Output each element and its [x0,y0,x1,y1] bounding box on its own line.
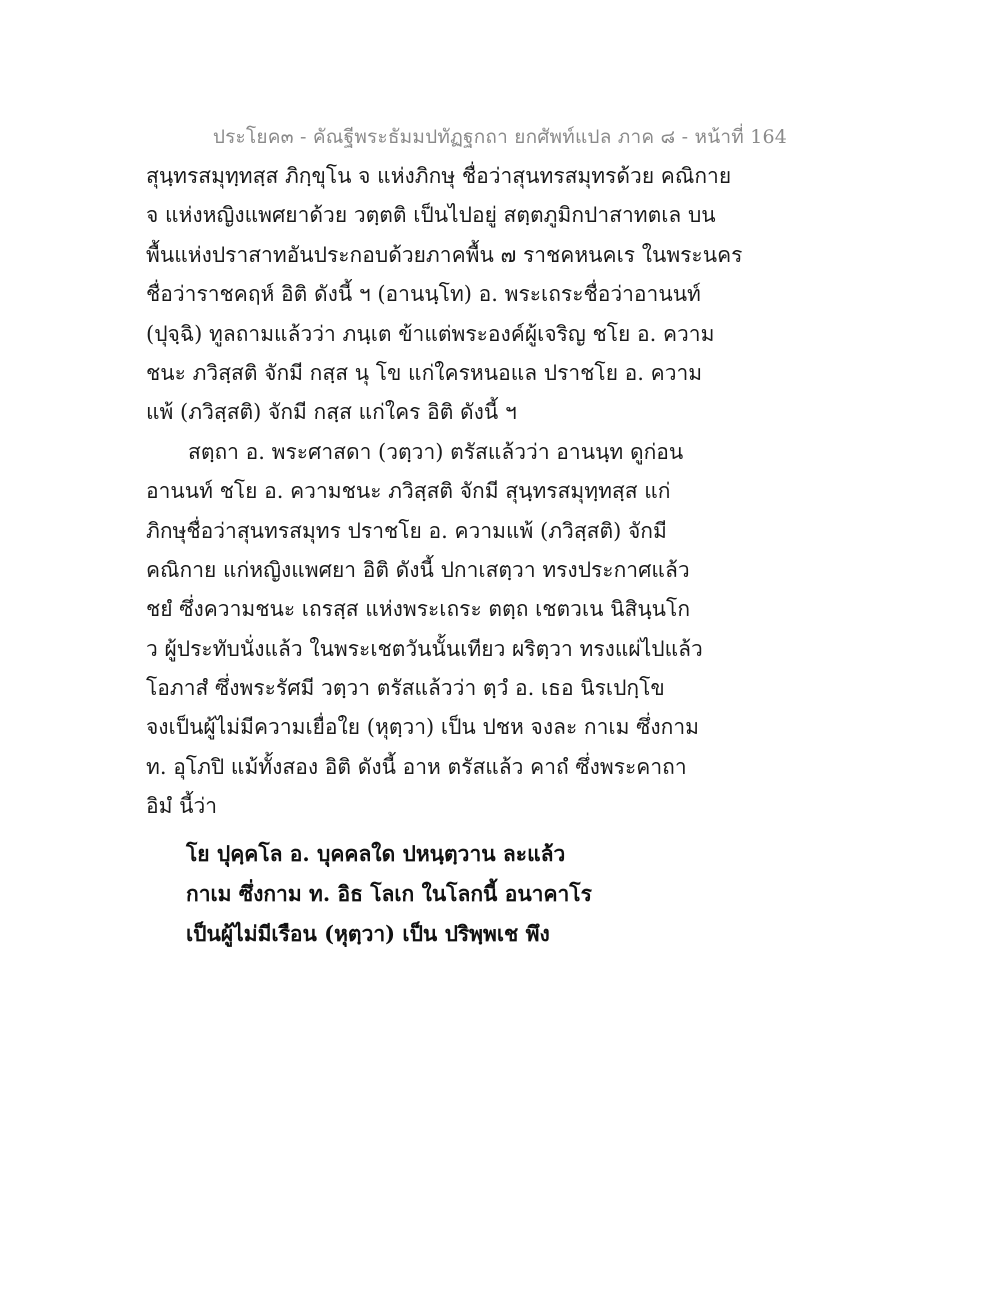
text-line: ชยํ ซึ่งความชนะ เถรสฺส แห่งพระเถระ ตตฺถ เชตวเน นิสินฺนโก [146,597,691,622]
paragraph-2 [146,433,706,827]
verse-line: เป็นผู้ไม่มีเรือน (หุตฺวา) เป็น ปริพฺพเช พึง [186,921,550,946]
verse-line: โย ปุคฺคโล อ. บุคคลใด ปหนฺตฺวาน ละแล้ว [186,841,566,866]
text-line: ภิกษุชื่อว่าสุนทรสมุทร ปราชโย อ. ความแพ้ (ภวิสฺสติ) จักมี [146,518,667,543]
text-line: ว ผู้ประทับนั่งแล้ว ในพระเชตวันนั้นเทียว ผริตฺวา ทรงแผ่ไปแล้ว [146,636,703,661]
verse-line: กาเม ซึ่งกาม ท. อิธ โลเก ในโลกนี้ อนาคาโร [186,881,592,906]
body-text [146,157,743,827]
text-line: แพ้ (ภวิสฺสติ) จักมี กสฺส แก่ใคร อิติ ดังนี้ ฯ [146,400,517,425]
text-line: คณิกาย แก่หญิงแพศยา อิติ ดังนี้ ปกาเสตฺวา ทรงประกาศแล้ว [146,557,690,582]
text-line: ท. อุโภปิ แม้ทั้งสอง อิติ ดังนี้ อาห ตรัสแล้ว คาถํ ซึ่งพระคาถา [146,754,687,779]
text-line: ชนะ ภวิสฺสติ จักมี กสฺส นุ โข แก่ใครหนอแล ปราชโย อ. ความ [146,360,703,385]
text-line: จ แห่งหญิงแพศยาด้วย วตฺตติ เป็นไปอยู่ สตฺตภูมิกปาสาทตเล บน [146,203,716,228]
text-line: อิมํ นี้ว่า [146,794,218,819]
text-line: (ปุจฺฉิ) ทูลถามแล้วว่า ภนฺเต ข้าแต่พระองค์ผู้เจริญ ชโย อ. ความ [146,321,715,346]
text-line: อานนท์ ชโย อ. ความชนะ ภวิสฺสติ จักมี สุนฺทรสมุทฺทสฺส แก่ [146,479,671,504]
text-line: โอภาสํ ซึ่งพระรัศมี วตฺวา ตรัสแล้วว่า ตฺวํ อ. เธอ นิรเปกฺโข [146,676,665,701]
paragraph-1 [146,157,743,433]
text-line: สตฺถา อ. พระศาสดา (วตฺวา) ตรัสแล้วว่า อานนฺท ดูก่อน [188,439,684,464]
text-line: ชื่อว่าราชคฤห์ อิติ ดังนี้ ฯ (อานนฺโท) อ. พระเถระชื่อว่าอานนท์ [146,282,701,307]
text-line: จงเป็นผู้ไม่มีความเยื่อใย (หุตฺวา) เป็น ปชห จงละ กาเม ซึ่งกาม [146,715,699,740]
verse-block [186,834,726,954]
text-line: สุนฺทรสมุทฺทสฺส ภิกฺขุโน จ แห่งภิกษุ ชื่อว่าสุนทรสมุทรด้วย คณิกาย [146,164,732,188]
page-header: ประโยค๓ - คัณฐีพระธัมมปทัฏฐกถา ยกศัพท์แปล ภาค ๘ - หน้าที่ 164 [212,126,788,148]
text-line: พื้นแห่งปราสาทอันประกอบด้วยภาคพื้น ๗ ราชคหนคเร ในพระนคร [146,242,743,267]
